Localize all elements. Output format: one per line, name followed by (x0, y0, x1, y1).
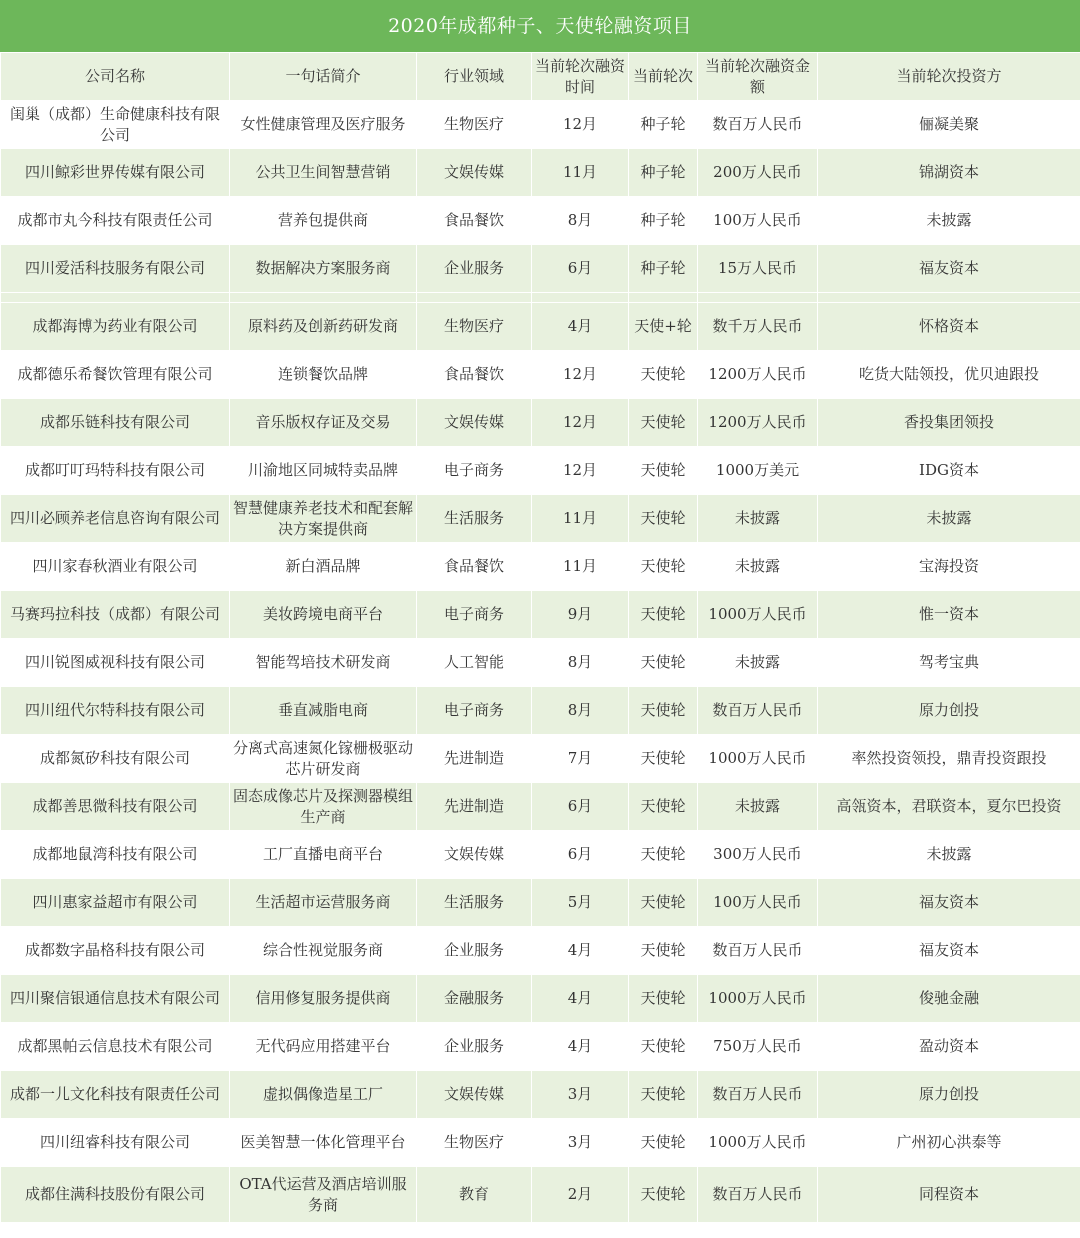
divider-cell (698, 293, 818, 303)
investors-cell: 驾考宝典 (818, 639, 1080, 687)
investors-cell: 吃货大陆领投，优贝迪跟投 (818, 351, 1080, 399)
industry-cell: 食品餐饮 (417, 351, 532, 399)
round-cell: 天使+轮 (629, 303, 698, 351)
amount-cell: 未披露 (698, 543, 818, 591)
round-cell: 种子轮 (629, 197, 698, 245)
amount-cell: 数百万人民币 (698, 927, 818, 975)
company-name-cell: 成都德乐希餐饮管理有限公司 (1, 351, 230, 399)
round-time-cell: 12月 (532, 447, 629, 495)
company-name-cell: 成都善思微科技有限公司 (1, 783, 230, 831)
amount-cell: 100万人民币 (698, 879, 818, 927)
round-cell: 天使轮 (629, 1023, 698, 1071)
industry-cell: 教育 (417, 1167, 532, 1223)
table-row (1, 927, 1080, 975)
intro-cell: 医美智慧一体化管理平台 (230, 1119, 417, 1167)
table-row (1, 495, 1080, 543)
intro-cell: 营养包提供商 (230, 197, 417, 245)
round-cell: 天使轮 (629, 783, 698, 831)
amount-cell: 100万人民币 (698, 197, 818, 245)
company-name-cell: 四川惠家益超市有限公司 (1, 879, 230, 927)
header-row (1, 53, 1080, 101)
intro-cell: 智慧健康养老技术和配套解决方案提供商 (230, 495, 417, 543)
table-row (1, 399, 1080, 447)
investors-cell: 宝海投资 (818, 543, 1080, 591)
amount-cell: 1200万人民币 (698, 351, 818, 399)
table-row (1, 149, 1080, 197)
round-cell: 种子轮 (629, 245, 698, 293)
industry-cell: 电子商务 (417, 447, 532, 495)
amount-cell: 未披露 (698, 639, 818, 687)
header-investors: 当前轮次投资方 (818, 53, 1080, 101)
round-cell: 天使轮 (629, 879, 698, 927)
table-row (1, 543, 1080, 591)
divider-cell (818, 293, 1080, 303)
investors-cell: 高瓴资本，君联资本，夏尔巴投资 (818, 783, 1080, 831)
round-time-cell: 8月 (532, 687, 629, 735)
investors-cell: 福友资本 (818, 879, 1080, 927)
round-time-cell: 4月 (532, 303, 629, 351)
round-time-cell: 11月 (532, 543, 629, 591)
table-row (1, 303, 1080, 351)
industry-cell: 先进制造 (417, 783, 532, 831)
table-row (1, 783, 1080, 831)
table-row (1, 687, 1080, 735)
table-row (1, 245, 1080, 293)
industry-cell: 企业服务 (417, 245, 532, 293)
amount-cell: 数百万人民币 (698, 1071, 818, 1119)
investors-cell: 惟一资本 (818, 591, 1080, 639)
company-name-cell: 成都住满科技股份有限公司 (1, 1167, 230, 1223)
divider-cell (230, 293, 417, 303)
amount-cell: 15万人民币 (698, 245, 818, 293)
round-time-cell: 6月 (532, 245, 629, 293)
industry-cell: 人工智能 (417, 639, 532, 687)
section-divider (1, 293, 1080, 303)
amount-cell: 1200万人民币 (698, 399, 818, 447)
round-time-cell: 8月 (532, 639, 629, 687)
round-time-cell: 4月 (532, 1023, 629, 1071)
intro-cell: 新白酒品牌 (230, 543, 417, 591)
company-name-cell: 马赛玛拉科技（成都）有限公司 (1, 591, 230, 639)
round-cell: 天使轮 (629, 975, 698, 1023)
round-cell: 天使轮 (629, 543, 698, 591)
round-time-cell: 11月 (532, 495, 629, 543)
amount-cell: 数百万人民币 (698, 101, 818, 149)
intro-cell: 公共卫生间智慧营销 (230, 149, 417, 197)
round-cell: 天使轮 (629, 927, 698, 975)
company-name-cell: 四川纽代尔特科技有限公司 (1, 687, 230, 735)
round-cell: 天使轮 (629, 687, 698, 735)
intro-cell: 无代码应用搭建平台 (230, 1023, 417, 1071)
round-cell: 天使轮 (629, 1119, 698, 1167)
divider-cell (629, 293, 698, 303)
industry-cell: 文娱传媒 (417, 149, 532, 197)
investors-cell: 福友资本 (818, 245, 1080, 293)
investors-cell: 同程资本 (818, 1167, 1080, 1223)
company-name-cell: 四川纽睿科技有限公司 (1, 1119, 230, 1167)
round-time-cell: 4月 (532, 975, 629, 1023)
round-cell: 天使轮 (629, 639, 698, 687)
round-time-cell: 12月 (532, 351, 629, 399)
amount-cell: 数百万人民币 (698, 1167, 818, 1223)
table-row (1, 1023, 1080, 1071)
company-name-cell: 四川鲸彩世界传媒有限公司 (1, 149, 230, 197)
round-time-cell: 9月 (532, 591, 629, 639)
intro-cell: 智能驾培技术研发商 (230, 639, 417, 687)
industry-cell: 金融服务 (417, 975, 532, 1023)
round-time-cell: 3月 (532, 1071, 629, 1119)
investors-cell: 俊驰金融 (818, 975, 1080, 1023)
company-name-cell: 四川爱活科技服务有限公司 (1, 245, 230, 293)
table-row (1, 101, 1080, 149)
round-time-cell: 12月 (532, 101, 629, 149)
investors-cell: 原力创投 (818, 687, 1080, 735)
company-name-cell: 四川聚信银通信息技术有限公司 (1, 975, 230, 1023)
amount-cell: 未披露 (698, 783, 818, 831)
investors-cell: IDG资本 (818, 447, 1080, 495)
amount-cell: 1000万人民币 (698, 735, 818, 783)
intro-cell: 固态成像芯片及探测器模组生产商 (230, 783, 417, 831)
round-cell: 天使轮 (629, 495, 698, 543)
investors-cell: 盈动资本 (818, 1023, 1080, 1071)
header-amount: 当前轮次融资金额 (698, 53, 818, 101)
industry-cell: 生活服务 (417, 879, 532, 927)
table-row (1, 351, 1080, 399)
round-time-cell: 4月 (532, 927, 629, 975)
divider-cell (1, 293, 230, 303)
company-name-cell: 成都数字晶格科技有限公司 (1, 927, 230, 975)
investors-cell: 俪凝美聚 (818, 101, 1080, 149)
investors-cell: 香投集团领投 (818, 399, 1080, 447)
intro-cell: 虚拟偶像造星工厂 (230, 1071, 417, 1119)
intro-cell: 原料药及创新药研发商 (230, 303, 417, 351)
intro-cell: 连锁餐饮品牌 (230, 351, 417, 399)
intro-cell: 分离式高速氮化镓栅极驱动芯片研发商 (230, 735, 417, 783)
table-title: 2020年成都种子、天使轮融资项目 (0, 0, 1080, 52)
investors-cell: 未披露 (818, 197, 1080, 245)
industry-cell: 生活服务 (417, 495, 532, 543)
industry-cell: 文娱传媒 (417, 399, 532, 447)
amount-cell: 1000万美元 (698, 447, 818, 495)
company-name-cell: 成都地鼠湾科技有限公司 (1, 831, 230, 879)
industry-cell: 食品餐饮 (417, 543, 532, 591)
industry-cell: 生物医疗 (417, 303, 532, 351)
round-time-cell: 12月 (532, 399, 629, 447)
investors-cell: 率然投资领投，鼎青投资跟投 (818, 735, 1080, 783)
industry-cell: 电子商务 (417, 687, 532, 735)
round-time-cell: 2月 (532, 1167, 629, 1223)
intro-cell: OTA代运营及酒店培训服务商 (230, 1167, 417, 1223)
round-cell: 天使轮 (629, 591, 698, 639)
company-name-cell: 成都氮矽科技有限公司 (1, 735, 230, 783)
investors-cell: 未披露 (818, 495, 1080, 543)
amount-cell: 数百万人民币 (698, 687, 818, 735)
round-time-cell: 3月 (532, 1119, 629, 1167)
financing-table (0, 52, 1080, 1223)
amount-cell: 200万人民币 (698, 149, 818, 197)
company-name-cell: 成都乐链科技有限公司 (1, 399, 230, 447)
round-cell: 种子轮 (629, 149, 698, 197)
intro-cell: 信用修复服务提供商 (230, 975, 417, 1023)
table-row (1, 447, 1080, 495)
round-cell: 天使轮 (629, 399, 698, 447)
table-row (1, 1119, 1080, 1167)
industry-cell: 企业服务 (417, 927, 532, 975)
company-name-cell: 成都黑帕云信息技术有限公司 (1, 1023, 230, 1071)
header-round-time: 当前轮次融资时间 (532, 53, 629, 101)
round-time-cell: 6月 (532, 783, 629, 831)
intro-cell: 数据解决方案服务商 (230, 245, 417, 293)
table-row (1, 639, 1080, 687)
table-row (1, 1167, 1080, 1223)
amount-cell: 300万人民币 (698, 831, 818, 879)
amount-cell: 750万人民币 (698, 1023, 818, 1071)
divider-cell (532, 293, 629, 303)
round-time-cell: 8月 (532, 197, 629, 245)
table-row (1, 197, 1080, 245)
round-time-cell: 7月 (532, 735, 629, 783)
header-intro: 一句话简介 (230, 53, 417, 101)
header-round: 当前轮次 (629, 53, 698, 101)
table-row (1, 591, 1080, 639)
industry-cell: 电子商务 (417, 591, 532, 639)
industry-cell: 先进制造 (417, 735, 532, 783)
table-row (1, 879, 1080, 927)
table-row (1, 735, 1080, 783)
round-cell: 天使轮 (629, 447, 698, 495)
round-cell: 天使轮 (629, 351, 698, 399)
divider-cell (417, 293, 532, 303)
table-row (1, 975, 1080, 1023)
header-company: 公司名称 (1, 53, 230, 101)
investors-cell: 广州初心洪泰等 (818, 1119, 1080, 1167)
intro-cell: 美妆跨境电商平台 (230, 591, 417, 639)
investors-cell: 锦湖资本 (818, 149, 1080, 197)
investors-cell: 怀格资本 (818, 303, 1080, 351)
investors-cell: 福友资本 (818, 927, 1080, 975)
industry-cell: 文娱传媒 (417, 1071, 532, 1119)
intro-cell: 垂直减脂电商 (230, 687, 417, 735)
industry-cell: 食品餐饮 (417, 197, 532, 245)
industry-cell: 企业服务 (417, 1023, 532, 1071)
round-cell: 天使轮 (629, 1071, 698, 1119)
company-name-cell: 四川家春秋酒业有限公司 (1, 543, 230, 591)
intro-cell: 综合性视觉服务商 (230, 927, 417, 975)
round-cell: 天使轮 (629, 735, 698, 783)
industry-cell: 文娱传媒 (417, 831, 532, 879)
company-name-cell: 成都市丸今科技有限责任公司 (1, 197, 230, 245)
round-cell: 种子轮 (629, 101, 698, 149)
intro-cell: 女性健康管理及医疗服务 (230, 101, 417, 149)
round-time-cell: 11月 (532, 149, 629, 197)
company-name-cell: 四川必顾养老信息咨询有限公司 (1, 495, 230, 543)
company-name-cell: 成都一儿文化科技有限责任公司 (1, 1071, 230, 1119)
intro-cell: 工厂直播电商平台 (230, 831, 417, 879)
investors-cell: 原力创投 (818, 1071, 1080, 1119)
table-row (1, 831, 1080, 879)
intro-cell: 川渝地区同城特卖品牌 (230, 447, 417, 495)
amount-cell: 未披露 (698, 495, 818, 543)
amount-cell: 数千万人民币 (698, 303, 818, 351)
round-cell: 天使轮 (629, 831, 698, 879)
company-name-cell: 闺巢（成都）生命健康科技有限公司 (1, 101, 230, 149)
company-name-cell: 四川锐图威视科技有限公司 (1, 639, 230, 687)
investors-cell: 未披露 (818, 831, 1080, 879)
table-row (1, 1071, 1080, 1119)
round-time-cell: 6月 (532, 831, 629, 879)
company-name-cell: 成都叮叮玛特科技有限公司 (1, 447, 230, 495)
amount-cell: 1000万人民币 (698, 591, 818, 639)
intro-cell: 音乐版权存证及交易 (230, 399, 417, 447)
round-time-cell: 5月 (532, 879, 629, 927)
intro-cell: 生活超市运营服务商 (230, 879, 417, 927)
industry-cell: 生物医疗 (417, 101, 532, 149)
amount-cell: 1000万人民币 (698, 1119, 818, 1167)
round-cell: 天使轮 (629, 1167, 698, 1223)
industry-cell: 生物医疗 (417, 1119, 532, 1167)
amount-cell: 1000万人民币 (698, 975, 818, 1023)
header-industry: 行业领域 (417, 53, 532, 101)
company-name-cell: 成都海博为药业有限公司 (1, 303, 230, 351)
